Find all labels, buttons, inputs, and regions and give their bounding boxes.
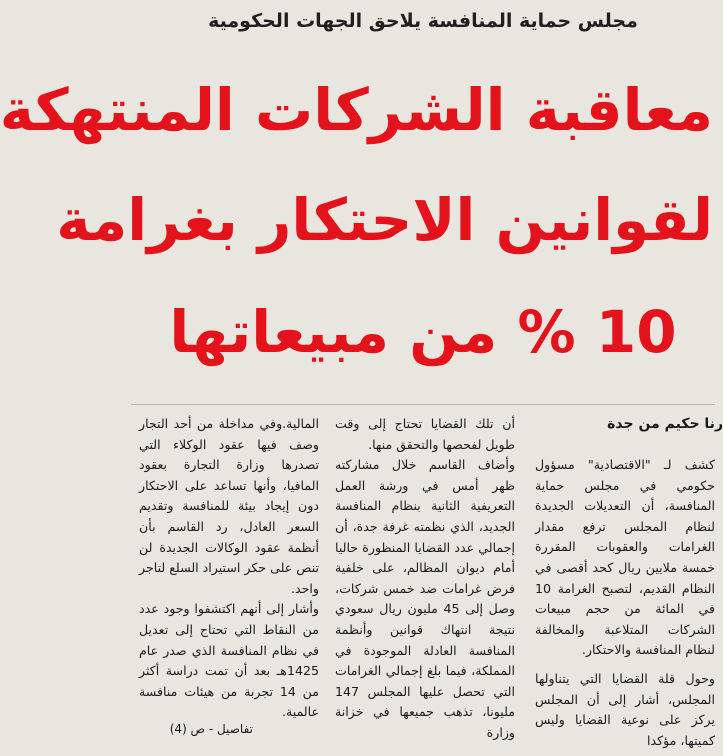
headline-line-3: 10 % من مبيعاتها: [169, 298, 677, 366]
article-column-right: [535, 455, 715, 755]
paragraph: وأضاف القاسم خلال مشاركته ظهر أمس في ورشة العمل التعريفية الثانية بنظام المنافسة الجديد، الذي نظمته غرفة جدة، أن إجمالي عدد القضايا المنظورة حاليا أمام ديوان المظالم، على خلفية فرض غرامات ضد خمس شركات، وصل إلى 45 مليون ريال سعودي نتيجة انتهاك قوانين وأنظمة المنافسة العادلة الموجودة في المملكة، فيما بلغ إجمالي الغرامات التي تحصل عليها المجلس 147 مليونا، تذهب جميعها في خزانة وزارة: [335, 457, 515, 740]
kicker-subheadline: مجلس حماية المنافسة يلاحق الجهات الحكومية: [208, 10, 638, 32]
continuation-reference: تفاصيل - ص (4): [169, 722, 253, 736]
byline: رنا حكيم من جدة: [607, 416, 723, 432]
headline-line-2: لقوانين الاحتكار بغرامة: [56, 186, 713, 254]
article-column-left: [139, 414, 320, 720]
paragraph: كشف لـ "الاقتصادية" مسؤول حكومي في مجلس حماية المنافسة، أن التعديلات الجديدة لنظام المجلس ترفع مقدار الغرامات والعقوبات المقررة خمسة ملايين ريال كحد أقصى في النظام القديم، لتصبح الغرامة 10 في المائة من حجم مبيعات الشركات المتلاعبة والمخالفة لنظام المنافسة والاحتكار.: [535, 457, 715, 658]
paragraph: وحول قلة القضايا التي يتناولها المجلس، أشار إلى أن المجلس يركز على نوعية القضايا وليس كميتها، مؤكدا: [535, 670, 715, 748]
paragraph: أن تلك القضايا تحتاج إلى وقت طويل لفحصها والتحقق منها.: [335, 416, 515, 452]
paragraph: المالية.وفي مداخلة من أحد التجار وصف فيها عقود الوكلاء التي تصدرها وزارة التجارة بعقود المافيا، وأنها تساعد على الاحتكار دون إيجاد بيئة للمنافسة وتقديم السعر العادل، رد القاسم بأن أنظمة عقود الوكالات الجديدة لن تنص على حكر استيراد السلع لتاجر واحد.: [139, 416, 319, 596]
divider-rule: [131, 404, 715, 405]
paragraph: وأشار إلى أنهم اكتشفوا وجود عدد من النقاط التي تحتاج إلى تعديل في نظام المنافسة الذي صدر عام 1425هـ بعد أن تمت دراسة أكثر من 14 تجربة من هيئات منافسة عالمية.: [139, 601, 320, 720]
headline-line-1: معاقبة الشركات المنتهكة: [0, 76, 713, 144]
article-column-middle: [335, 414, 515, 740]
